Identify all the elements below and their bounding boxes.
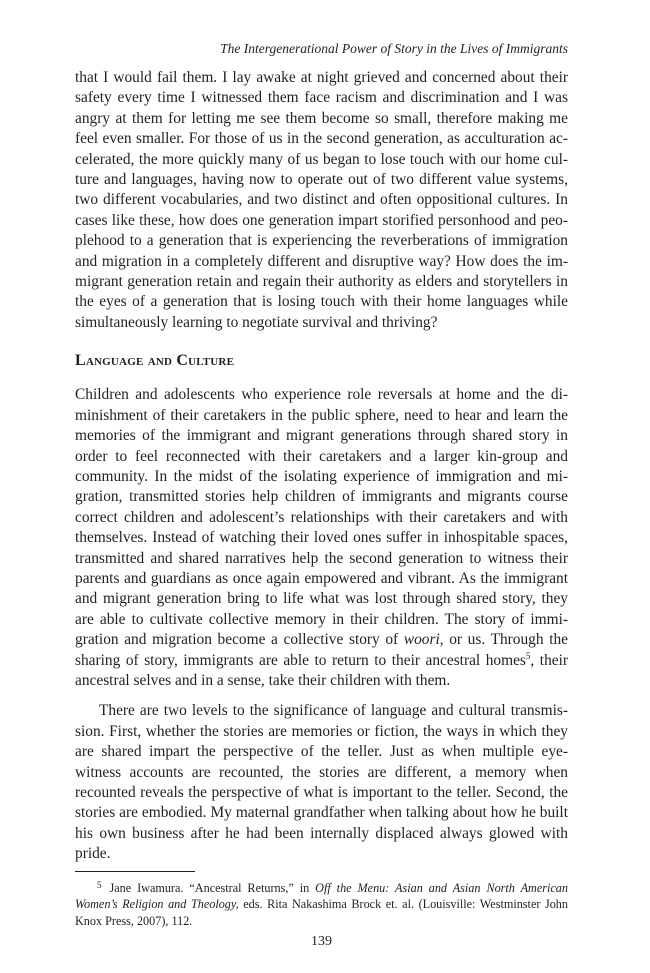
footnote bbox=[75, 877, 568, 930]
footnote-book-title: Off the Menu: Asian and Asian North American Women’s Religion and Theology, bbox=[75, 880, 568, 912]
footnote-reference[interactable]: 5 bbox=[525, 650, 531, 661]
paragraph-2-text-a: Children and adolescents who experience role reversals at home and the diminishment of their caretakers in the public sphere, need to hear and learn the memories of the immigrant and migrant generations through shared story in order to feel reconnected with their caretakers and a larger kin-group and community. In the midst of the isolating experience of immigration and migration, transmitted stories help children of immigrants and migrants course correct children and adolescent’s relationships with their caretakers and with themselves. Instead of watching their loved ones suffer in inhospitable spaces, transmitted and shared narratives help the second generation to witness their parents and guardians as once again empowered and vibrant. As the immigrant and migrant generation bring to life what was lost through shared story, they are able to cultivate collective memory in their children. The story of immigration and migration become a collective story of bbox=[75, 386, 568, 649]
book-page bbox=[75, 40, 568, 951]
body-paragraph-3: There are two levels to the significance of language and cultural transmission. First, whether the stories are memories or fiction, the ways in which they are shared impart the perspective of the teller. Just as when multiple eye-witness accounts are recounted, the stories are different, a memory when recounted reveals the perspective of what is important to the teller. Second, the stories are embodied. My maternal grandfather when talking about how he built his own business after he had been internally displaced always glowed with pride. bbox=[75, 702, 568, 863]
footnote-text-b: eds. Rita Nakashima Brock et. al. (Louisville: Westminster John Knox Press, 2007), 112. bbox=[75, 897, 568, 928]
paragraph-2-text-c: , their ancestral selves and in a sense, take their children with them. bbox=[75, 651, 569, 689]
body-paragraph-2 bbox=[75, 385, 568, 691]
body-paragraph-1: that I would fail them. I lay awake at night grieved and concerned about their safety every time I witnessed them face racism and discrimination and I was angry at them for letting me see them become so small, therefore making me feel even smaller. For those of us in the second generation, as acculturation accelerated, the more quickly many of us began to lose touch with our home culture and languages, having now to operate out of two different value systems, two different vocabularies, and two distinct and often oppositional cultures. In cases like these, how does one generation impart storified personhood and peoplehood to a generation that is experiencing the reverberations of immigration and migration in a completely different and disruptive way? How does the immigrant generation retain and regain their authority as elders and storytellers in the eyes of a generation that is losing touch with their home languages while simultaneously learning to negotiate survival and thriving? bbox=[75, 69, 568, 331]
footnote-number: 5 bbox=[97, 879, 102, 890]
page-number: 139 bbox=[311, 934, 332, 950]
paragraph-2-text-b: , or us. Through the sharing of story, immigrants are able to return to their ancestral homes bbox=[75, 631, 569, 669]
footnote-text-a: Jane Iwamura. “Ancestral Returns,” in bbox=[109, 880, 316, 895]
running-head: The Intergenerational Power of Story in the Lives of Immigrants bbox=[220, 41, 568, 56]
footnote-divider bbox=[75, 871, 195, 872]
paragraph-2-italic-word: woori bbox=[403, 631, 440, 649]
section-heading: Language and Culture bbox=[75, 352, 235, 370]
